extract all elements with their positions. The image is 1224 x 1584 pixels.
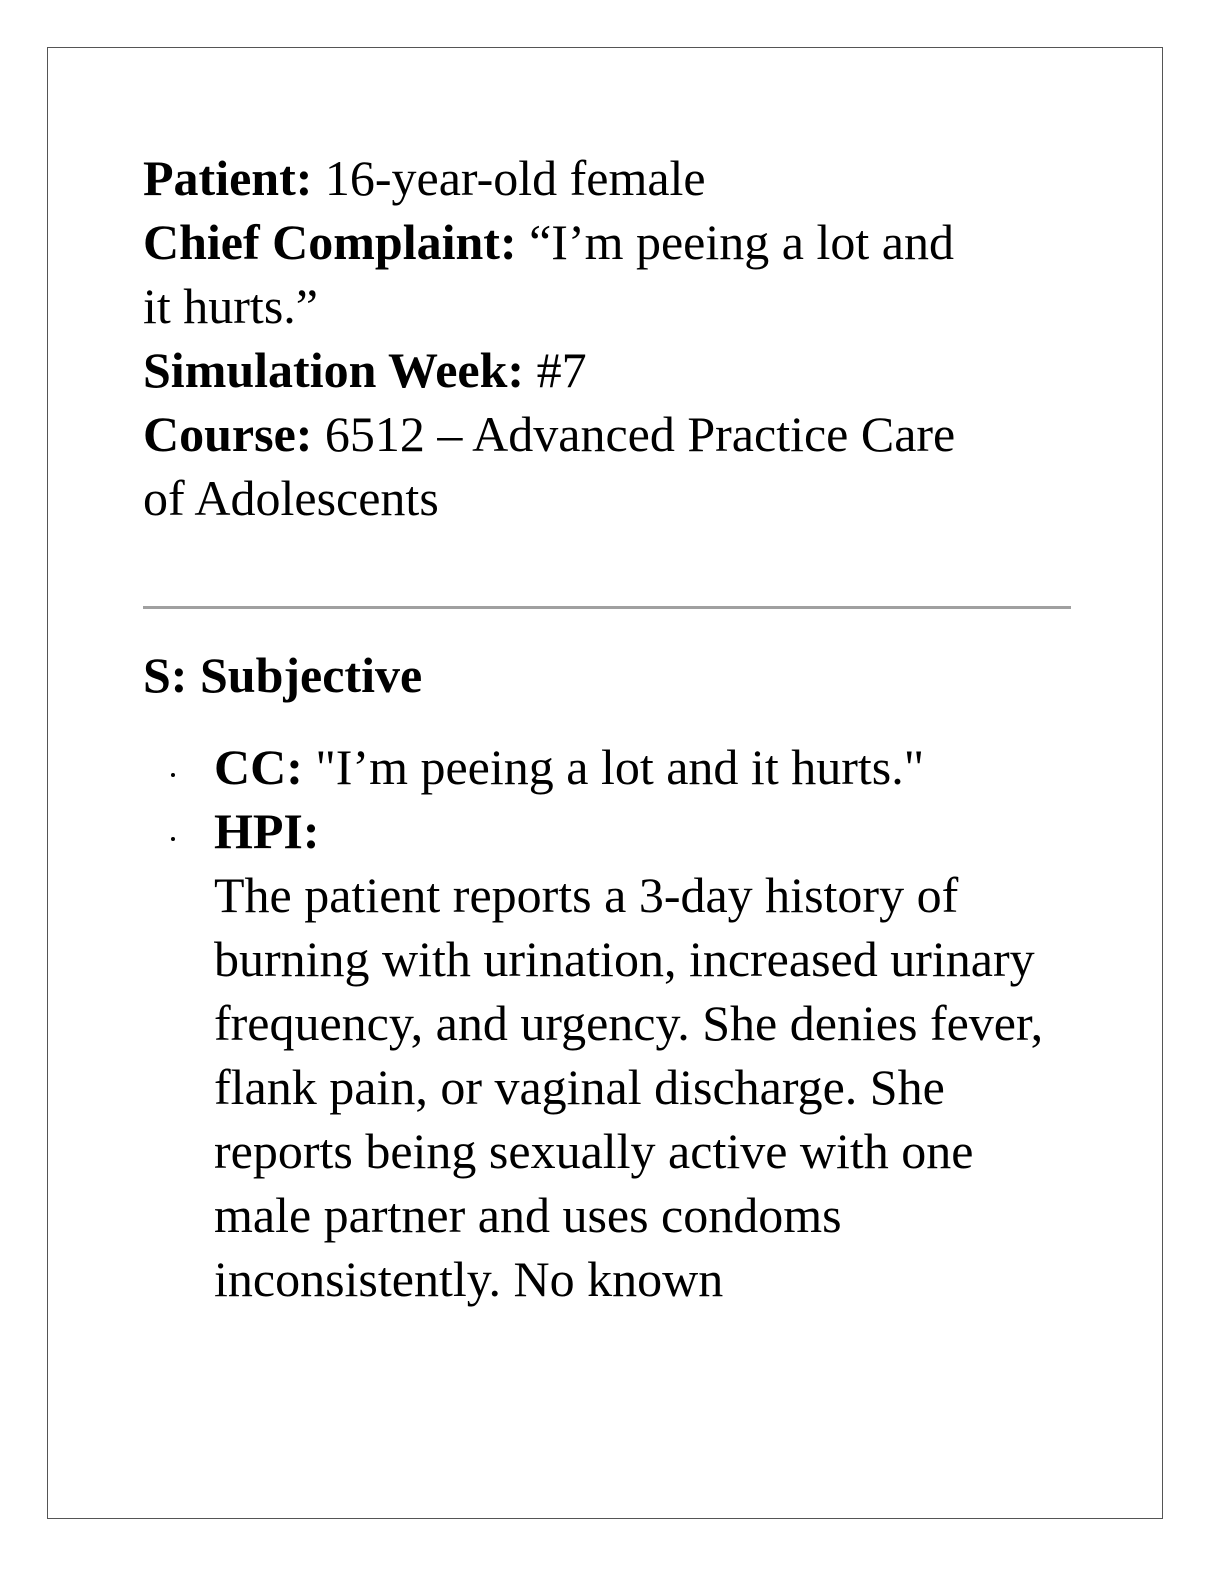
- hpi-text: The patient reports a 3-day history of burning with urination, increased urinary frequency, and urgency. She denies fever, flank pain, or vaginal discharge. She reports being sexually active with one male partner and uses condoms inconsistently. No known: [214, 867, 1044, 1307]
- hpi-label: HPI:: [214, 803, 320, 859]
- section-divider: [143, 606, 1071, 609]
- patient-value: 16-year-old female: [312, 150, 706, 206]
- simulation-week-label: Simulation Week:: [143, 342, 525, 398]
- bullet-icon: [171, 837, 175, 841]
- bullet-icon: [171, 773, 175, 777]
- subjective-list: [143, 735, 1083, 1311]
- subjective-heading: S: Subjective: [143, 647, 423, 703]
- course-line: [143, 402, 973, 530]
- chief-complaint-value: “I’m peeing a lot and it hurts.”: [143, 214, 954, 334]
- patient-label: Patient:: [143, 150, 313, 206]
- patient-line: [143, 146, 973, 210]
- course-value: 6512 – Advanced Practice Care of Adolescents: [143, 406, 956, 526]
- chief-complaint-label: Chief Complaint:: [143, 214, 517, 270]
- simulation-week-line: [143, 338, 973, 402]
- course-label: Course:: [143, 406, 313, 462]
- chief-complaint-line: [143, 210, 973, 338]
- case-header: [143, 146, 973, 530]
- cc-value: "I’m peeing a lot and it hurts.": [302, 739, 925, 795]
- simulation-week-value: #7: [524, 342, 587, 398]
- hpi-item: [143, 799, 1083, 1311]
- cc-item: [143, 735, 1083, 799]
- document-content: [143, 146, 1083, 1311]
- cc-label: CC:: [214, 739, 303, 795]
